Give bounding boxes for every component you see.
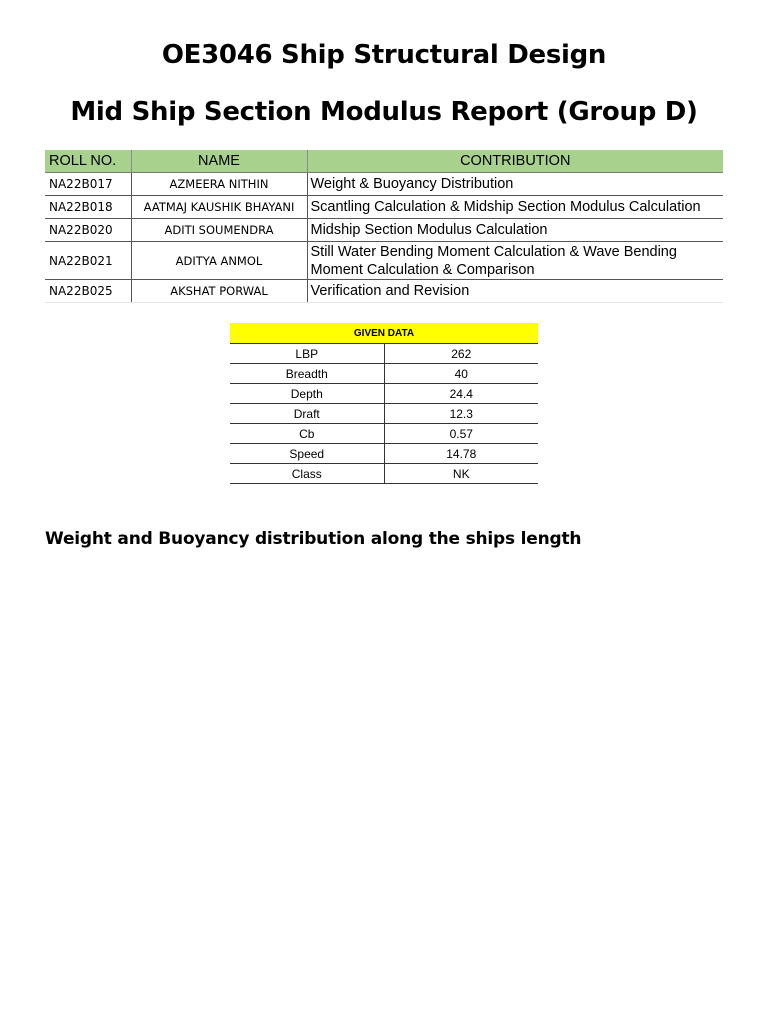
report-subtitle: Mid Ship Section Modulus Report (Group D) [70,97,698,127]
header-roll-no: ROLL NO. [45,150,131,173]
table-row [45,219,723,242]
table-row [45,173,723,196]
parameter-cell: Speed [230,444,384,464]
name-cell: AKSHAT PORWAL [131,280,307,303]
members-header-row [45,150,723,173]
parameter-cell: Cb [230,424,384,444]
value-cell: 24.4 [384,384,538,404]
table-row [45,242,723,280]
given-data-table [230,323,538,484]
report-title: OE3046 Ship Structural Design [161,40,607,70]
header-contribution: CONTRIBUTION [307,150,723,173]
table-row [230,364,538,384]
parameter-cell: Depth [230,384,384,404]
roll-no-cell: NA22B018 [45,196,131,219]
table-row [45,280,723,303]
table-row [230,424,538,444]
table-row [230,444,538,464]
header-name: NAME [131,150,307,173]
value-cell: 40 [384,364,538,384]
given-data-header-row [230,323,538,344]
value-cell: 14.78 [384,444,538,464]
contribution-cell: Still Water Bending Moment Calculation & Wave Bending Moment Calculation & Comparison [307,242,723,280]
name-cell: ADITI SOUMENDRA [131,219,307,242]
name-cell: ADITYA ANMOL [131,242,307,280]
value-cell: 262 [384,344,538,364]
parameter-cell: Breadth [230,364,384,384]
table-row [230,404,538,424]
value-cell: 12.3 [384,404,538,424]
value-cell: 0.57 [384,424,538,444]
contribution-cell: Verification and Revision [307,280,723,303]
parameter-cell: LBP [230,344,384,364]
roll-no-cell: NA22B025 [45,280,131,303]
roll-no-cell: NA22B021 [45,242,131,280]
given-data-header: GIVEN DATA [230,323,538,344]
table-row [230,344,538,364]
table-row [230,464,538,484]
table-row [45,196,723,219]
roll-no-cell: NA22B020 [45,219,131,242]
section-heading: Weight and Buoyancy distribution along the ships length [45,529,582,549]
parameter-cell: Class [230,464,384,484]
contribution-cell: Midship Section Modulus Calculation [307,219,723,242]
value-cell: NK [384,464,538,484]
members-table [45,150,723,303]
contribution-cell: Scantling Calculation & Midship Section Modulus Calculation [307,196,723,219]
parameter-cell: Draft [230,404,384,424]
roll-no-cell: NA22B017 [45,173,131,196]
name-cell: AATMAJ KAUSHIK BHAYANI [131,196,307,219]
table-row [230,384,538,404]
name-cell: AZMEERA NITHIN [131,173,307,196]
contribution-cell: Weight & Buoyancy Distribution [307,173,723,196]
